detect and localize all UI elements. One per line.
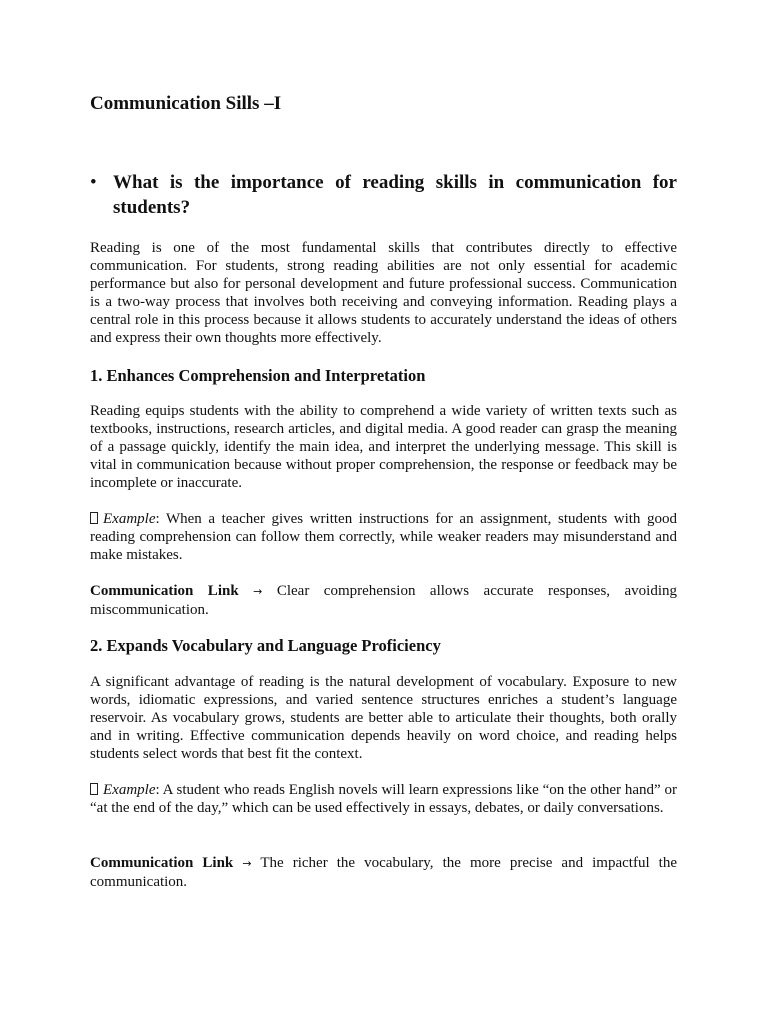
communication-link-paragraph bbox=[90, 854, 677, 891]
communication-link-text: Clear comprehension allows accurate responses, avoiding miscommunication. bbox=[90, 583, 678, 619]
example-text: : A student who reads English novels will learn expressions like “on the other hand” or “at the end of the day,” which can be used effectively in essays, debates, or daily conversations. bbox=[90, 782, 677, 817]
example-paragraph bbox=[90, 781, 677, 817]
missing-glyph-icon bbox=[90, 512, 98, 524]
missing-glyph-icon bbox=[90, 783, 98, 795]
section-body: A significant advantage of reading is the natural development of vocabulary. Exposure to new words, idiomatic expressions, and varied sentence structures enriches a student’s language reservoir. As vocabulary grows, students are better able to articulate their thoughts, both orally and in writing. Effective communication depends heavily on word choice, and reading helps students select words that best fit the context. bbox=[90, 674, 677, 763]
communication-link-label: Communication Link bbox=[90, 855, 234, 871]
communication-link-label: Communication Link bbox=[90, 583, 239, 599]
question-bullet-item bbox=[90, 170, 677, 220]
intro-paragraph: Reading is one of the most fundamental skills that contributes directly to effective communication. For students, strong reading abilities are not only essential for academic performance but also for personal development and future professional success. Communication is a two-way process that involves both receiving and conveying information. Reading plays a central role in this process because it allows students to accurately understand the ideas of others and express their own thoughts more effectively. bbox=[90, 240, 677, 347]
section-heading: 2. Expands Vocabulary and Language Proficiency bbox=[90, 636, 441, 655]
example-label: Example bbox=[103, 511, 156, 527]
example-paragraph bbox=[90, 510, 677, 564]
document-title: Communication Sills –I bbox=[90, 93, 282, 114]
communication-link-text: The richer the vocabulary, the more precise and impactful the communication. bbox=[90, 855, 678, 891]
example-text: : When a teacher gives written instructions for an assignment, students with good reading comprehension can follow them correctly, while weaker readers may misunderstand and make mistakes. bbox=[90, 511, 677, 564]
example-label: Example bbox=[103, 782, 156, 798]
arrow-icon: → bbox=[253, 585, 263, 598]
section-body: Reading equips students with the ability to comprehend a wide variety of written texts such as textbooks, instructions, research articles, and digital media. A good reader can grasp the meaning of a passage quickly, identify the main idea, and interpret the underlying message. This skill is vital in communication because without proper comprehension, the response or feedback may be incomplete or inaccurate. bbox=[90, 403, 677, 492]
section-heading: 1. Enhances Comprehension and Interpretation bbox=[90, 366, 426, 385]
arrow-icon: → bbox=[242, 857, 252, 870]
communication-link-paragraph bbox=[90, 582, 677, 619]
bullet-icon: • bbox=[90, 172, 97, 193]
question-heading: What is the importance of reading skills in communication for students? bbox=[113, 172, 677, 218]
